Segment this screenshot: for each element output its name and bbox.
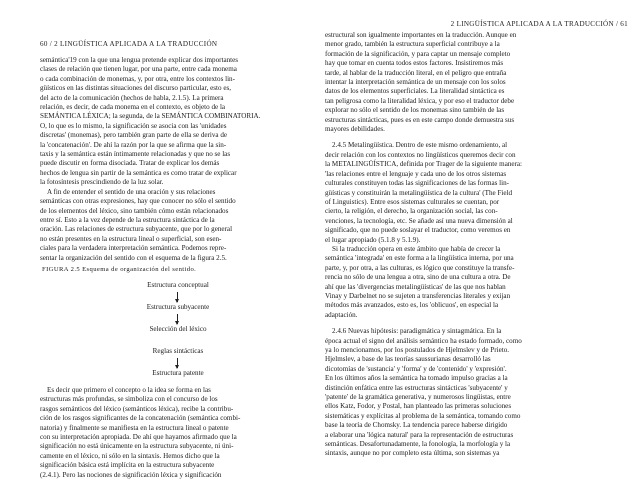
text-line: significado, que no puede soslayar el traductor, como veremos en <box>325 226 511 235</box>
text-line: 2.4.5 Metalingüística. Dentro de este mismo ordenamiento, al <box>332 141 508 150</box>
text-line: rencia no sólo de una lengua a otra, sino de una cultura a otra. De <box>325 273 511 282</box>
text-line: tarde, al hablar de la traducción literal, en el peligro que entraña <box>325 68 507 77</box>
paragraph <box>325 31 628 134</box>
text-line: a elaborar una 'lógica natural' para la representación de estructuras <box>325 430 514 439</box>
text-line: ción de los rasgos significantes de la concatenación (semántica combi- <box>40 414 241 423</box>
text-line: O, lo que es lo mismo, la significación se asocia con las 'unidades <box>40 121 227 130</box>
text-line: 'patente' de la gramática generativa, y numerosos lingüistas, entre <box>325 393 511 402</box>
text-line: (2.4.1). Pero las nociones de significación léxica y significación <box>40 470 222 479</box>
text-line: estructuras más profundas, se simboliza con el concurso de los <box>40 395 218 404</box>
text-line: decir relación con los contextos no lingüísticos queremos decir con <box>325 150 516 159</box>
text-line: con su interpretación apropiada. De ahí que hayamos afirmado que la <box>40 432 237 441</box>
sense-organization-diagram <box>40 279 311 414</box>
text-line: formación de la significación, y para captar un mensaje completo <box>325 49 511 58</box>
text-line: ciales para la verdadera interpretación semántica. Podemos repre- <box>40 244 227 253</box>
text-line: semánticas con otras expresiones, hay que conocer no sólo el sentido <box>40 197 236 206</box>
text-line: significación no está únicamente en la estructura subyacente, ni úni- <box>40 442 234 451</box>
text-line: Vinay y Darbelnet no se sujeten a transferencias literales y exijan <box>325 291 511 300</box>
text-line: estructuras sintácticas, pues es en este campo donde demuestra sus <box>325 115 515 124</box>
text-line: del acto de la comunicación (hechos de habla, 2.1.5). La primera <box>40 93 224 102</box>
text-line: o cada combinación de monemas, y, por otra, entre los contextos lin- <box>40 74 235 83</box>
text-line: entre sí. Esto a la vez depende de la estructura sintáctica de la <box>40 215 215 224</box>
text-line: En los últimos años la semántica ha tomado impulso gracias a la <box>325 374 508 383</box>
text-line: hay que tomar en cuenta todos estos factores. Insistiremos más <box>325 59 504 68</box>
text-line: no están presentes en la estructura lineal o superficial, son esen- <box>40 234 222 243</box>
text-line: semántica'19 con la que una lengua pretende explicar dos importantes <box>40 56 239 64</box>
text-line: de los elementos del léxico, sino también cómo están relacionados <box>40 206 229 215</box>
diagram-node-syntax-rules: Reglas sintácticas <box>152 346 204 355</box>
text-line: oración. Las relaciones de estructura subyacente, que por lo general <box>40 225 233 234</box>
text-line: rasgos semánticos del léxico (semánticos léxica), recibe la contribu- <box>40 404 234 413</box>
text-line: época actual el signo del análisis semántico ha estado formado, como <box>325 336 522 345</box>
text-line: ya lo mencionamos, por los postulados de Hjelmslev y de Prieto. <box>325 346 510 354</box>
text-line: güísticos en las distintas situaciones del discurso particular, esto es, <box>40 84 232 93</box>
text-line: venciones, la tecnología, etc. Se añade así una nueva dimensión al <box>325 216 513 225</box>
text-line: datos de los elementos superficiales. La literalidad sintáctica es <box>325 87 505 96</box>
text-line: la fotosíntesis prescindiendo de la luz solar. <box>40 178 164 187</box>
running-head: 60 / 2 LINGÜÍSTICA APLICADA A LA TRADUCCIÓN <box>40 40 218 48</box>
down-arrow <box>177 314 178 324</box>
text-line: A fin de entender el sentido de una oración y sus relaciones <box>47 187 216 196</box>
text-line: mayores debilidades. <box>325 125 385 134</box>
text-line: taxis y la semántica están íntimamente relacionadas y que no se las <box>40 150 231 159</box>
text-line: culturales constituyen todas las significaciones de las formas lin- <box>325 179 509 188</box>
text-line: intentar la interpretación semántica de un mensaje con los solos <box>325 78 506 87</box>
text-line: estructural son igualmente importantes en la traducción. Aunque en <box>325 31 517 39</box>
text-line: sistemáticas y explícitas al problema de la semántica, tomando como <box>325 411 521 420</box>
text-line: natoria) y finalmente se manifiesta en la estructura lineal o patente <box>40 423 229 432</box>
text-line: dicotomías de 'sustancia' y 'forma' y de 'contenido' y 'expresión'. <box>325 364 507 373</box>
diagram-node-surface: Estructura patente <box>152 368 204 377</box>
text-line: ahí que las 'divergencias metalingüísticas' de las que nos hablan <box>325 282 506 291</box>
paragraph <box>40 56 311 188</box>
text-line: adaptación. <box>325 310 358 319</box>
text-line: parte, y, por otra, a las culturas, es lógico que constituye la transfe- <box>325 263 515 272</box>
text-line: semántica 'integrada' en este forma a la lingüística interna, por una <box>325 254 514 263</box>
paragraph <box>325 245 628 320</box>
text-line: güísticas y constituirán la metalingüística de la cultura' (The Field <box>325 188 513 197</box>
text-line: distinción enfática entre las estructuras sintácticas 'subyacente' y <box>325 383 508 392</box>
diagram-node-conceptual: Estructura conceptual <box>147 280 209 289</box>
text-line: of Linguistics). Entre esos sistemas culturales se cuentan, por <box>325 197 500 206</box>
down-arrow <box>177 358 178 368</box>
text-line: la 'concatenación'. De ahí la razón por la que se afirma que la sin- <box>40 140 227 149</box>
text-line: base la teoría de Chomsky. La tendencia parece haberse dirigido <box>325 421 508 430</box>
text-line: la METALINGÜÍSTICA, definida por Trager de la siguiente manera: <box>325 160 523 169</box>
text-line: significación básica está implícita en la estructura subyacente <box>40 461 215 470</box>
paragraph <box>325 141 628 244</box>
text-line: Hjelmslev, a base de las teorías saussurianas desarrolló las <box>325 355 491 364</box>
text-line: cierto, la religión, el derecho, la organización social, las con- <box>325 207 498 216</box>
text-line: Si la traducción opera en este ámbito que había de crecer la <box>332 244 501 253</box>
text-line: semánticas. Desafortunadamente, la fonología, la morfología y la <box>325 440 511 449</box>
text-line: hechos de lengua sin partir de la semántica es como tratar de explicar <box>40 168 237 177</box>
text-line: explorar no sólo el sentido de los monemas sino también de las <box>325 106 505 115</box>
right-page <box>319 0 638 494</box>
text-line: puede discutir en forma disociada. Tratar de explicar los demás <box>40 159 220 168</box>
paragraph <box>325 327 628 459</box>
text-line: el lugar apropiado (5.1.8 y 5.1.9). <box>325 235 421 244</box>
paragraph <box>40 188 311 263</box>
text-line: SEMÁNTICA LÉXICA; la segunda, de la SEMÁNTICA COMBINATORIA. <box>40 112 261 121</box>
text-line: clases de relación que tienen lugar, por una parte, entre cada monema <box>40 65 237 74</box>
text-line: 2.4.6 Nuevas hipótesis: paradigmática y sintagmática. En la <box>332 327 502 336</box>
diagram-node-underlying: Estructura subyacente <box>146 302 210 311</box>
text-line: discretas' (monemas), pero también gran parte de ella se deriva de <box>40 131 228 140</box>
text-line: ellos Katz, Fodor, y Postal, han planteado las primeras soluciones <box>325 402 512 411</box>
text-line: 'las relaciones entre el lenguaje y cada uno de los otros sistemas <box>325 169 507 178</box>
text-line: tan peligrosa como la literalidad léxica, y por eso el traductor debe <box>325 96 515 105</box>
text-line: Es decir que primero el concepto o la idea se forma en las <box>47 385 211 394</box>
text-line: sentar la organización del sentido con el esquema de la figura 2.5. <box>40 253 227 262</box>
diagram-node-lexicon: Selección del léxico <box>149 324 207 333</box>
text-line: relación, es decir, de cada monema en el contexto, es objeto de la <box>40 103 226 112</box>
down-arrow <box>177 292 178 302</box>
figure-caption: FIGURA 2.5 Esquema de organización del sentido. <box>42 265 197 273</box>
text-line: sintaxis, aunque no por completo esta última, son sistemas ya <box>325 449 500 458</box>
text-line: métodos más avanzados, esto es, los 'oblicuos', en especial la <box>325 301 499 310</box>
text-line: menor grado, también la estructura superficial contribuye a la <box>325 40 500 49</box>
text-line: camente en el léxico, ni sólo en la sintaxis. Hemos dicho que la <box>40 451 220 460</box>
running-head: 2 LINGÜÍSTICA APLICADA A LA TRADUCCIÓN / 61 <box>450 20 628 28</box>
